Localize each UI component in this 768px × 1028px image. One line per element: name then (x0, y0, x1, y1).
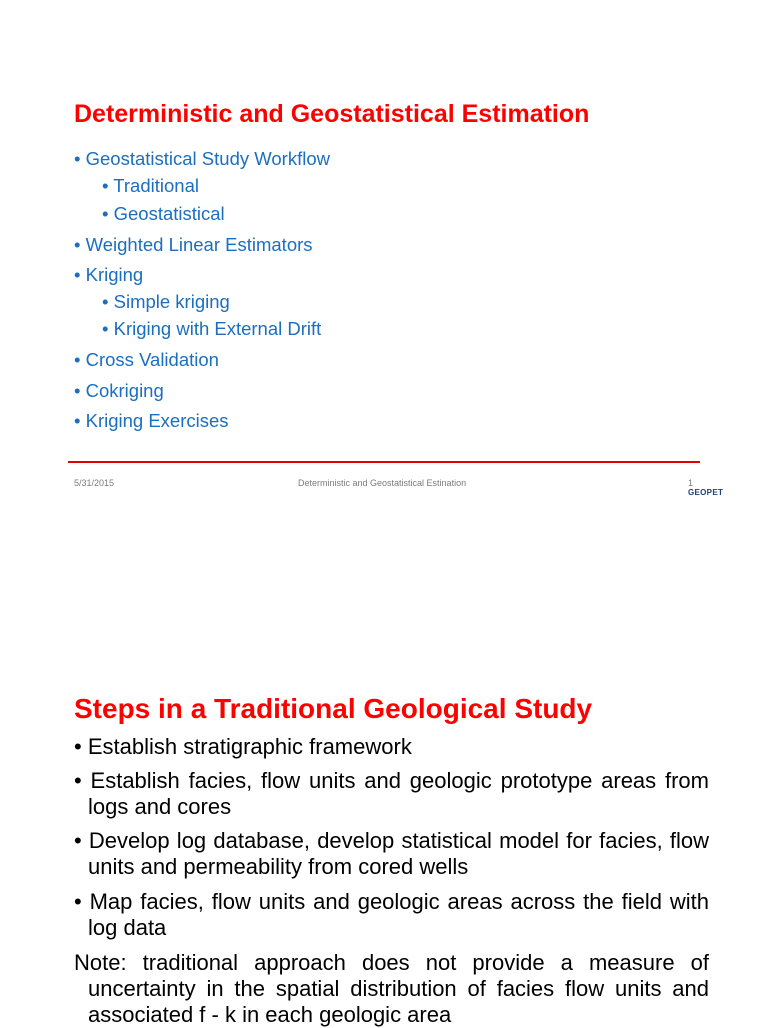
slide-1-title: Deterministic and Geostatistical Estimation (74, 100, 590, 128)
bullet-cross-validation: • Cross Validation (74, 349, 219, 370)
bullet-kriging-exercises: • Kriging Exercises (74, 410, 229, 431)
bullet-cokriging: • Cokriging (74, 380, 164, 401)
bullet-geostatistical: • Geostatistical (102, 203, 225, 224)
slide-2 (0, 540, 768, 1027)
bullet-facies-flow-units: • Establish facies, flow units and geologic prototype areas from logs and cores (74, 768, 709, 819)
footer-title: Deterministic and Geostatistical Estination (298, 478, 467, 488)
bullet-map-facies: • Map facies, flow units and geologic areas across the field with log data (74, 889, 709, 940)
bullet-workflow: • Geostatistical Study Workflow (74, 148, 330, 169)
footer-page-number: 1 (688, 478, 694, 488)
slide-2-title: Steps in a Traditional Geological Study (74, 693, 593, 724)
footer-divider (68, 461, 700, 463)
footer-date: 5/31/2015 (74, 478, 115, 488)
geopet-logo: GEOPET (688, 488, 724, 497)
bullet-log-database: • Develop log database, develop statistical model for facies, flow units and permeability from cored wells (74, 828, 709, 879)
note-uncertainty: Note: traditional approach does not provide a measure of uncertainty in the spatial distribution of facies flow units and associated f - k in each geologic area (74, 950, 709, 1027)
bullet-kriging: • Kriging (74, 264, 144, 285)
bullet-kriging-external-drift: • Kriging with External Drift (102, 318, 322, 339)
bullet-stratigraphic-framework: • Establish stratigraphic framework (74, 734, 412, 759)
bullet-simple-kriging: • Simple kriging (102, 291, 230, 312)
bullet-weighted-linear: • Weighted Linear Estimators (74, 234, 313, 255)
bullet-traditional: • Traditional (102, 175, 199, 196)
